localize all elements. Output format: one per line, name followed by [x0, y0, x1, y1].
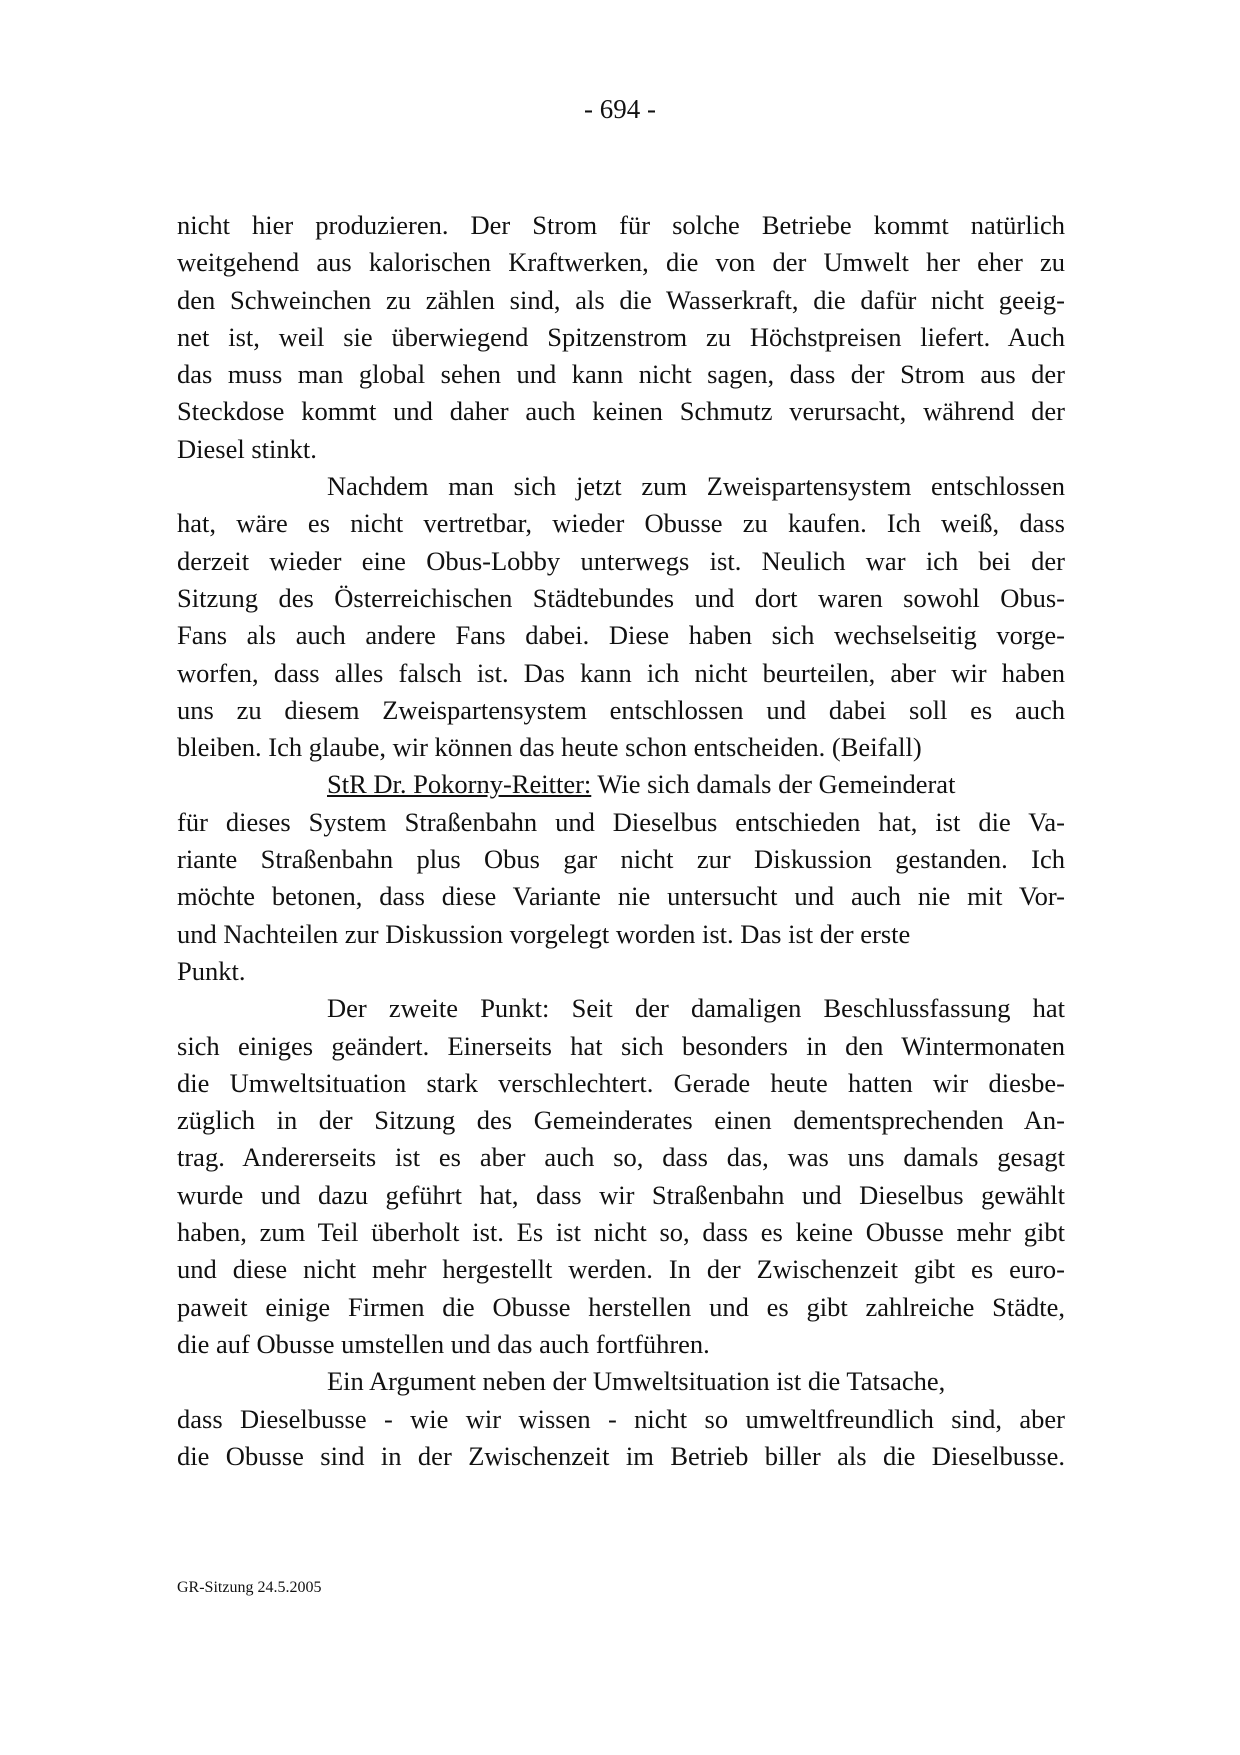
text-line: und diese nicht mehr hergestellt werden. In der Zwischenzeit gibt es euro-	[177, 1254, 1065, 1285]
text-line: möchte betonen, dass diese Variante nie untersucht und auch nie mit Vor-	[177, 881, 1065, 912]
text-line: paweit einige Firmen die Obusse herstellen und es gibt zahlreiche Städte,	[177, 1291, 1065, 1322]
text-line: züglich in der Sitzung des Gemeinderates einen dementsprechenden An-	[177, 1105, 1065, 1136]
text-line: net ist, weil sie überwiegend Spitzenstrom zu Höchstpreisen liefert. Auch	[177, 321, 1065, 352]
text-line: Punkt.	[177, 955, 246, 986]
text-line: für dieses System Straßenbahn und Dieselbus entschieden hat, ist die Va-	[177, 806, 1065, 837]
text-line: die auf Obusse umstellen und das auch fortführen.	[177, 1328, 710, 1359]
text-line: Ein Argument neben der Umweltsituation ist die Tatsache,	[327, 1366, 946, 1397]
text-line: riante Straßenbahn plus Obus gar nicht zur Diskussion gestanden. Ich	[177, 844, 1065, 875]
text-line: Fans als auch andere Fans dabei. Diese haben sich wechselseitig vorge-	[177, 620, 1065, 651]
text-line: derzeit wieder eine Obus-Lobby unterwegs ist. Neulich war ich bei der	[177, 545, 1065, 576]
text-line: worfen, dass alles falsch ist. Das kann ich nicht beurteilen, aber wir haben	[177, 657, 1065, 688]
text-line: nicht hier produzieren. Der Strom für solche Betriebe kommt natürlich	[177, 210, 1065, 240]
text-line: Steckdose kommt und daher auch keinen Schmutz verursacht, während der	[177, 396, 1065, 427]
text-line: wurde und dazu geführt hat, dass wir Straßenbahn und Dieselbus gewählt	[177, 1179, 1065, 1210]
text-line: dass Dieselbusse - wie wir wissen - nicht so umweltfreundlich sind, aber	[177, 1403, 1065, 1434]
text-line: haben, zum Teil überholt ist. Es ist nicht so, dass es keine Obusse mehr gibt	[177, 1217, 1065, 1248]
text-line: den Schweinchen zu zählen sind, als die Wasserkraft, die dafür nicht geeig-	[177, 284, 1065, 315]
text-line: trag. Andererseits ist es aber auch so, dass das, was uns damals gesagt	[177, 1142, 1065, 1173]
text-line: die Umweltsituation stark verschlechtert. Gerade heute hatten wir diesbe-	[177, 1067, 1065, 1098]
text-line: Der zweite Punkt: Seit der damaligen Beschlussfassung hat	[327, 993, 1065, 1024]
text-line: Diesel stinkt.	[177, 433, 317, 464]
text-line: Sitzung des Österreichischen Städtebundes und dort waren sowohl Obus-	[177, 582, 1065, 613]
text-line: das muss man global sehen und kann nicht sagen, dass der Strom aus der	[177, 359, 1065, 390]
text-line: sich einiges geändert. Einerseits hat sich besonders in den Wintermonaten	[177, 1030, 1065, 1061]
page-footer: GR-Sitzung 24.5.2005	[177, 1579, 322, 1596]
speaker-line	[177, 766, 1065, 803]
document-body	[177, 207, 1065, 1475]
speaker-name: StR Dr. Pokorny-Reitter:	[327, 769, 592, 800]
page-number: - 694 -	[584, 94, 656, 124]
text-line: hat, wäre es nicht vertretbar, wieder Obusse zu kaufen. Ich weiß, dass	[177, 508, 1065, 539]
text-line: und Nachteilen zur Diskussion vorgelegt worden ist. Das ist der erste	[177, 918, 911, 949]
text-line: Nachdem man sich jetzt zum Zweispartensystem entschlossen	[327, 471, 1065, 502]
text-line: weitgehend aus kalorischen Kraftwerken, die von der Umwelt her eher zu	[177, 247, 1065, 278]
text-line: Wie sich damals der Gemeinderat	[597, 769, 956, 800]
text-line: uns zu diesem Zweispartensystem entschlossen und dabei soll es auch	[177, 694, 1065, 725]
text-line: die Obusse sind in der Zwischenzeit im Betrieb biller als die Dieselbusse.	[177, 1440, 1065, 1471]
text-line: bleiben. Ich glaube, wir können das heute schon entscheiden. (Beifall)	[177, 732, 922, 763]
